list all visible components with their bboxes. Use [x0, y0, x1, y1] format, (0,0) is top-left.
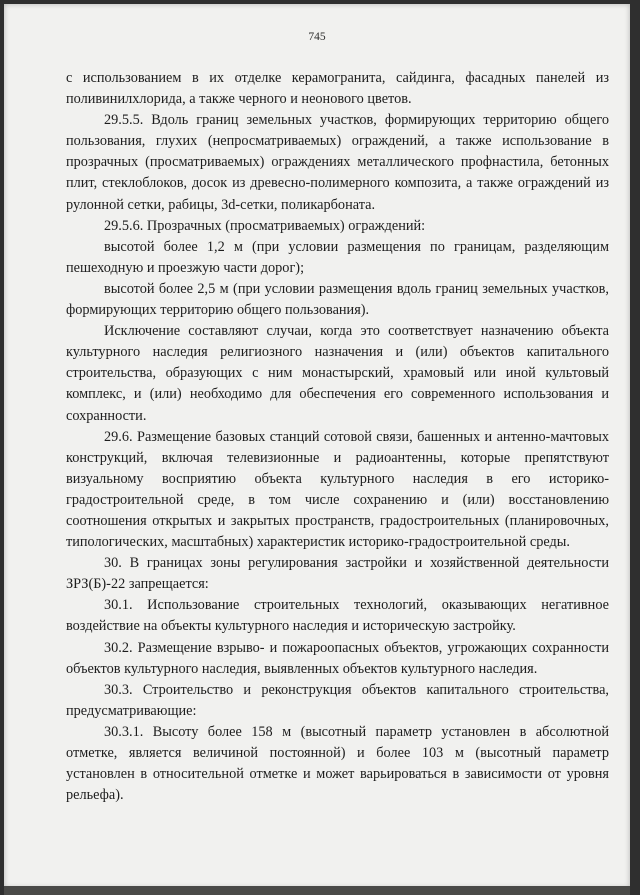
- paragraph-continuation: с использованием в их отделке керамогранита, сайдинга, фасадных панелей из поливинилхлорида, а также черного и неонового цветов.: [66, 70, 609, 108]
- document-page: [4, 4, 630, 888]
- paragraph-exception: Исключение составляют случаи, когда это соответствует назначению объекта культурного наследия религиозного назначения и (или) объектов капитального строительства, образующих с ним монастырский, храмовый или иной культовый комплекс, и (или) необходимо для обеспечения его современного использования и сохранности.: [66, 323, 609, 424]
- paragraph-30: 30. В границах зоны регулирования застройки и хозяйственной деятельности ЗРЗ(Б)-22 запрещается:: [66, 555, 609, 593]
- paragraph-30-3-1: 30.3.1. Высоту более 158 м (высотный параметр установлен в абсолютной отметке, является величиной постоянной) и более 103 м (высотный параметр установлен в относительной отметке и может варьироваться в зависимости от уровня рельефа).: [66, 723, 609, 804]
- page-number: 745: [308, 31, 326, 43]
- paragraph-29-5-6: 29.5.6. Прозрачных (просматриваемых) ограждений:: [104, 217, 426, 234]
- paragraph-29-5-5: 29.5.5. Вдоль границ земельных участков, формирующих территорию общего пользования, глухих (непросматриваемых) ограждений, а также использование в прозрачных (просматриваемых) ограждениях металлического профнастила, бетонных плит, стеклоблоков, досок из древесно-полимерного композита, а также ограждений из рулонной сетки, рабицы, 3d-сетки, поликарбоната.: [66, 112, 609, 213]
- paragraph-30-1: 30.1. Использование строительных технологий, оказывающих негативное воздействие на объекты культурного наследия и историческую застройку.: [66, 597, 609, 635]
- scan-bottom-edge: [4, 886, 630, 895]
- paragraph-30-2: 30.2. Размещение взрыво- и пожароопасных объектов, угрожающих сохранности объектов культурного наследия, выявленных объектов культурного наследия.: [66, 639, 609, 677]
- paragraph-height-2-5: высотой более 2,5 м (при условии размещения вдоль границ земельных участков, формирующих территорию общего пользования).: [66, 280, 609, 319]
- document-body: [66, 68, 609, 806]
- paragraph-30-3: 30.3. Строительство и реконструкция объектов капитального строительства, предусматривающие:: [66, 681, 609, 719]
- paragraph-29-6: 29.6. Размещение базовых станций сотовой связи, башенных и антенно-мачтовых конструкций, включая телевизионные и радиоантенны, которые препятствуют визуальному восприятию объекта культурного наследия в его историко-градостроительной среде, в том числе сохранению и (или) восстановлению соотношения открытых и закрытых пространств, градостроительных (планировочных, типологических, масштабных) характеристик историко-градостроительной среды.: [66, 428, 609, 551]
- paragraph-height-1-2: высотой более 1,2 м (при условии размещения по границам, разделяющим пешеходную и проезжую части дорог);: [66, 238, 609, 276]
